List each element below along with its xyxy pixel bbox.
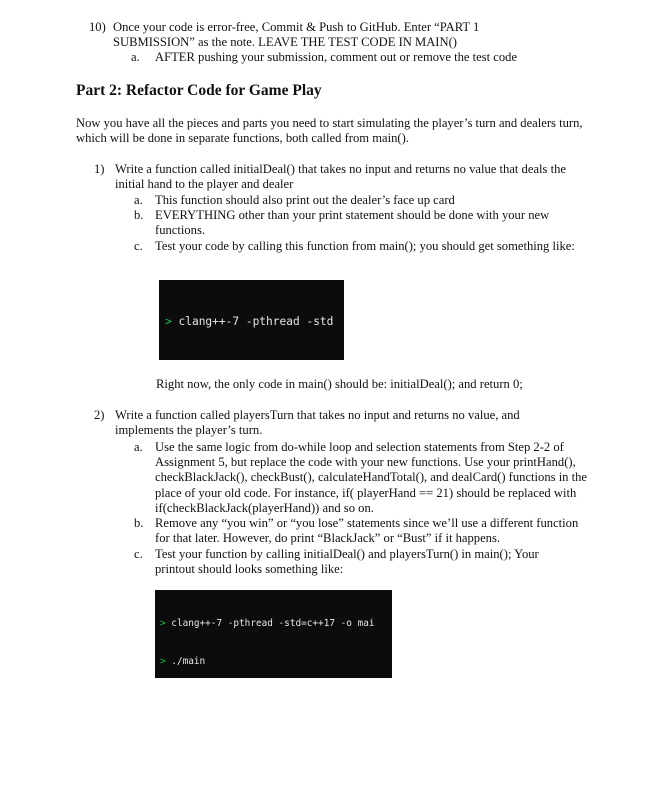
item-2 [0,408,663,438]
item-1-sub-c-text: Test your code by calling this function from main(); you should get something like: [155,239,575,253]
terminal-screenshot-1 [159,280,344,360]
item-2-text: Write a function called playersTurn that takes no input and returns no value, and implements the player’s turn. [115,408,520,438]
item-1-sub-c-marker: c. [134,239,143,253]
item-1-sub-a [0,193,663,208]
part-2-intro: Now you have all the pieces and parts you need to start simulating the player’s turn and dealers turn, which will be done in separate functions, both called from main(). [76,116,583,146]
item-2-sub-c-marker: c. [134,547,143,561]
part-2-heading: Part 2: Refactor Code for Game Play [76,82,322,99]
terminal-screenshot-2 [155,590,392,678]
item-2-sub-b [0,516,663,546]
item-2-sub-a-text: Use the same logic from do-while loop and selection statements from Step 2-2 of Assignment 5, but replace the code with your new functions. Use your printHand(), checkBlackJack(), checkBust(), calculateHandTotal(), and dealCard() functions in the place of your old code. For instance, if( playerHand == 21) should be replaced with if(checkBlackJack(playerHand)) and so on. [155,440,588,515]
item-1-sub-b-marker: b. [134,208,144,222]
item-1-sub-a-marker: a. [134,193,143,207]
item-2-sub-c [0,547,663,577]
item-1-sub-c [0,239,663,254]
item-2-sub-a [0,440,663,516]
step-10-sub-a-text: AFTER pushing your submission, comment out or remove the test code [155,50,518,64]
part-2-heading-wrap [76,82,663,100]
item-1 [0,162,663,192]
item-1-sub-b [0,208,663,238]
prompt-icon: > [160,618,166,630]
terminal-2-command-2: ./main [165,655,206,667]
prompt-icon: > [160,655,166,667]
item-1-note: Right now, the only code in main() should be: initialDeal(); and return 0; [156,377,523,391]
item-2-sub-b-marker: b. [134,516,144,530]
terminal-2-line-2 [160,656,392,669]
item-2-sub-a-marker: a. [134,440,143,454]
terminal-2-line-1 [160,618,392,631]
item-2-number: 2) [94,408,105,422]
item-2-sub-c-text: Test your function by calling initialDeal() and playersTurn() in main(); Your printout should looks something like: [155,547,539,577]
step-10-sub-a [0,50,663,65]
step-10-number: 10) [89,20,106,34]
terminal-1-command-1: clang++-7 -pthread -std [171,315,334,328]
item-1-sub-a-text: This function should also print out the dealer’s face up card [155,193,455,207]
item-2-sub-b-text: Remove any “you win” or “you lose” statements since we’ll use a different function for that later. However, do print “BlackJack” or “Bust” if it happens. [155,516,579,546]
terminal-2-command-1: clang++-7 -pthread -std=c++17 -o mai [165,618,375,630]
prompt-icon: > [165,315,172,328]
terminal-1-line-1 [165,314,344,330]
item-1-sub-b-text: EVERYTHING other than your print statement should be done with your new functions. [155,208,550,238]
step-10-text: Once your code is error-free, Commit & Push to GitHub. Enter “PART 1 SUBMISSION” as the note. LEAVE THE TEST CODE IN MAIN() [113,20,480,50]
item-1-number: 1) [94,162,105,176]
step-10-item [0,20,663,50]
item-1-text: Write a function called initialDeal() that takes no input and returns no value that deals the initial hand to the player and dealer [115,162,566,192]
step-10-sub-a-marker: a. [131,50,140,64]
